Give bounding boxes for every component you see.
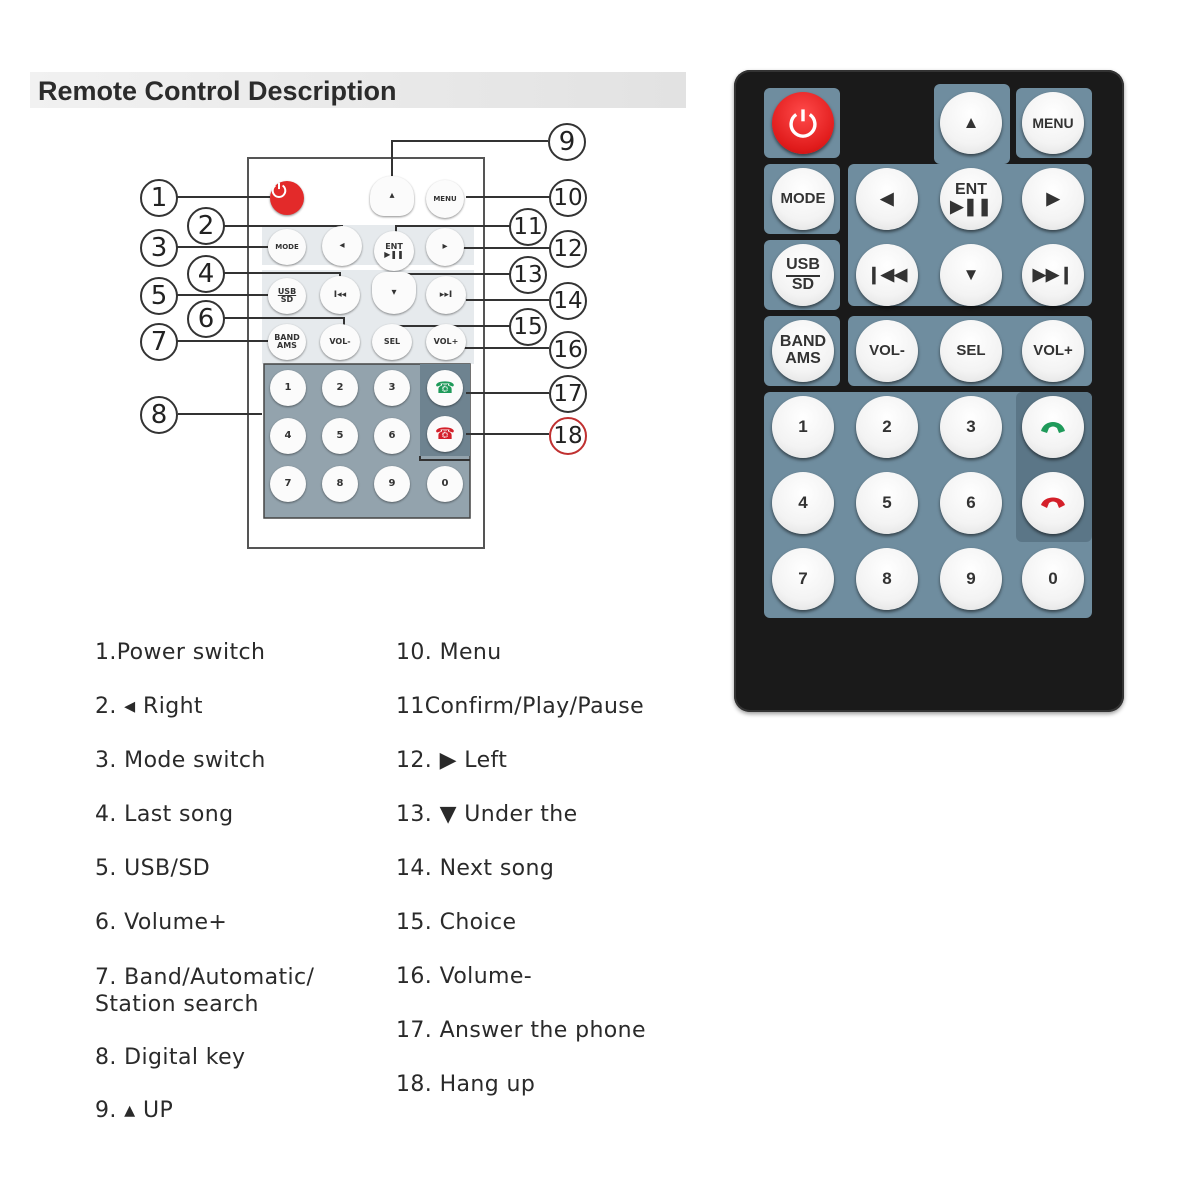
callout-11: 11 (509, 208, 547, 246)
mini-digit-0 (427, 466, 463, 502)
legend-item-2: 2. ◂ Right (95, 694, 203, 719)
mini-sd-label: SD (280, 295, 294, 304)
mini-vol-minus-button (320, 324, 360, 360)
callout-12: 12 (549, 230, 587, 268)
usb-sd-button[interactable] (772, 244, 834, 306)
callout-10: 10 (549, 179, 587, 217)
callout-15: 15 (509, 308, 547, 346)
callout-5: 5 (140, 277, 178, 315)
mini-digit-2 (322, 370, 358, 406)
mini-digit-label: 3 (388, 382, 396, 393)
mini-digit-4 (270, 418, 306, 454)
digit-label: 8 (882, 569, 892, 589)
mini-digit-label: 1 (284, 382, 292, 393)
left-arrow-icon: ◀ (880, 189, 894, 209)
mini-menu-button (426, 180, 464, 218)
callout-8: 8 (140, 396, 178, 434)
callout-18: 18 (549, 417, 587, 455)
legend-item-17: 17. Answer the phone (396, 1018, 646, 1043)
mini-vol-minus-label: VOL- (329, 337, 351, 346)
mini-vol-plus-label: VOL+ (433, 337, 459, 346)
digit-label: 4 (798, 493, 808, 513)
mini-ent-button (374, 231, 414, 271)
phone-answer-icon (1038, 417, 1068, 437)
play-pause-icon: ▶❚❚ (384, 250, 404, 259)
mini-band-button (268, 324, 306, 360)
mini-hangup-button (427, 416, 463, 452)
sel-button[interactable] (940, 320, 1002, 382)
mode-button[interactable] (772, 168, 834, 230)
mini-digit-label: 9 (388, 478, 396, 489)
callout-2: 2 (187, 207, 225, 245)
vol-plus-label: VOL+ (1033, 342, 1073, 360)
mini-usb-sd-button (268, 278, 306, 314)
digit-label: 3 (966, 417, 976, 437)
mini-ams-label: AMS (277, 341, 297, 350)
left-button[interactable] (856, 168, 918, 230)
callout-6: 6 (187, 300, 225, 338)
mini-digit-3 (374, 370, 410, 406)
down-button[interactable] (940, 244, 1002, 306)
next-track-button[interactable] (1022, 244, 1084, 306)
mini-vol-plus-button (426, 324, 466, 360)
sd-label: SD (791, 275, 815, 293)
right-button[interactable] (1022, 168, 1084, 230)
mini-digit-5 (322, 418, 358, 454)
legend-item-10: 10. Menu (396, 640, 502, 665)
legend-item-11: 11Confirm/Play/Pause (396, 694, 645, 719)
next-track-icon: ▸▸I (439, 289, 453, 300)
legend-item-4: 4. Last song (95, 802, 234, 827)
left-arrow-icon: ◂ (339, 240, 345, 251)
digit-9-button[interactable] (940, 548, 1002, 610)
play-pause-icon: ▶❚❚ (950, 197, 992, 217)
digit-label: 2 (882, 417, 892, 437)
digit-label: 1 (798, 417, 808, 437)
mini-usb-label: USB (277, 287, 297, 296)
menu-button[interactable] (1022, 92, 1084, 154)
legend-item-15: 15. Choice (396, 910, 517, 935)
mini-digit-label: 0 (441, 478, 449, 489)
up-arrow-icon: ▴ (389, 190, 395, 201)
mini-digit-label: 7 (284, 478, 292, 489)
ent-play-pause-button[interactable] (940, 168, 1002, 230)
digit-label: 6 (966, 493, 976, 513)
mini-digit-label: 8 (336, 478, 344, 489)
mini-right-button (426, 228, 464, 266)
phone-hangup-icon (1038, 493, 1068, 513)
digit-label: 9 (966, 569, 976, 589)
digit-8-button[interactable] (856, 548, 918, 610)
mini-down-button (372, 272, 416, 314)
right-arrow-icon: ▸ (442, 241, 448, 252)
digit-label: 7 (798, 569, 808, 589)
callout-17: 17 (549, 375, 587, 413)
legend-item-12: 12. ▶ Left (396, 748, 508, 773)
mini-left-button (322, 226, 362, 266)
ams-label: AMS (785, 350, 821, 367)
previous-track-icon: ❙◀◀ (866, 265, 908, 285)
band-label: BAND (779, 333, 827, 351)
phone-answer-icon: ☎ (435, 378, 455, 397)
mini-digit-label: 5 (336, 430, 344, 441)
mini-ent-label: ENT (385, 242, 403, 251)
legend-item-16: 16. Volume- (396, 964, 533, 989)
legend-item-6: 6. Volume+ (95, 910, 228, 935)
mini-digit-9 (374, 466, 410, 502)
digit-0-button[interactable] (1022, 548, 1084, 610)
mini-digit-7 (270, 466, 306, 502)
callout-16: 16 (549, 331, 587, 369)
digit-7-button[interactable] (772, 548, 834, 610)
legend-item-8: 8. Digital key (95, 1045, 246, 1070)
power-icon (786, 106, 820, 140)
legend-item-13: 13. ▼ Under the (396, 802, 578, 827)
legend-item-18: 18. Hang up (396, 1072, 536, 1097)
callout-3: 3 (140, 229, 178, 267)
mini-sel-label: SEL (383, 337, 401, 346)
power-button[interactable] (772, 92, 834, 154)
digit-1-button[interactable] (772, 396, 834, 458)
band-ams-button[interactable] (772, 320, 834, 382)
digit-6-button[interactable] (940, 472, 1002, 534)
callout-13: 13 (509, 256, 547, 294)
mini-band-label: BAND (274, 333, 300, 342)
right-arrow-icon: ▶ (1046, 189, 1060, 209)
usb-label: USB (786, 257, 820, 277)
vol-minus-label: VOL- (869, 342, 905, 360)
mini-digit-label: 6 (388, 430, 396, 441)
legend-item-9: 9. ▴ UP (95, 1098, 174, 1123)
down-arrow-icon: ▼ (962, 265, 980, 285)
callout-9: 9 (548, 123, 586, 161)
mini-sel-button (372, 324, 412, 360)
digit-label: 5 (882, 493, 892, 513)
mini-menu-label: MENU (433, 194, 457, 203)
mini-up-button (370, 176, 414, 216)
sel-label: SEL (956, 342, 986, 360)
power-icon (270, 181, 288, 199)
legend-item-1: 1.Power switch (95, 640, 266, 665)
hang-up-button[interactable] (1022, 472, 1084, 534)
callout-1: 1 (140, 179, 178, 217)
previous-track-icon: I◂◂ (333, 289, 347, 300)
down-arrow-icon: ▾ (391, 287, 397, 298)
next-track-icon: ▶▶❙ (1032, 265, 1074, 285)
mini-digit-6 (374, 418, 410, 454)
answer-call-button[interactable] (1022, 396, 1084, 458)
mode-label: MODE (780, 190, 826, 208)
mini-mode-button (268, 229, 306, 265)
menu-label: MENU (1032, 114, 1074, 131)
page-title: Remote Control Description (38, 76, 397, 106)
legend-item-3: 3. Mode switch (95, 748, 266, 773)
digit-2-button[interactable] (856, 396, 918, 458)
phone-hangup-icon: ☎ (435, 424, 455, 443)
mini-next-button (426, 276, 466, 314)
up-button[interactable] (940, 92, 1002, 154)
mini-digit-1 (270, 370, 306, 406)
up-arrow-icon: ▲ (962, 113, 980, 133)
digit-5-button[interactable] (856, 472, 918, 534)
mini-digit-8 (322, 466, 358, 502)
callout-4: 4 (187, 255, 225, 293)
vol-minus-button[interactable] (856, 320, 918, 382)
mini-digit-label: 2 (336, 382, 344, 393)
digit-label: 0 (1048, 569, 1058, 589)
legend-item-5: 5. USB/SD (95, 856, 211, 881)
ent-label: ENT (955, 180, 987, 198)
vol-plus-button[interactable] (1022, 320, 1084, 382)
digit-4-button[interactable] (772, 472, 834, 534)
remote-control (734, 70, 1124, 712)
digit-3-button[interactable] (940, 396, 1002, 458)
mini-digit-label: 4 (284, 430, 292, 441)
mini-prev-button (320, 276, 360, 314)
callout-14: 14 (549, 282, 587, 320)
callout-7: 7 (140, 323, 178, 361)
legend-item-7: 7. Band/Automatic/ Station search (95, 965, 315, 1017)
legend-item-14: 14. Next song (396, 856, 555, 881)
mini-power-button (270, 181, 304, 215)
mini-mode-label: MODE (275, 242, 299, 251)
previous-track-button[interactable] (856, 244, 918, 306)
mini-answer-button (427, 370, 463, 406)
